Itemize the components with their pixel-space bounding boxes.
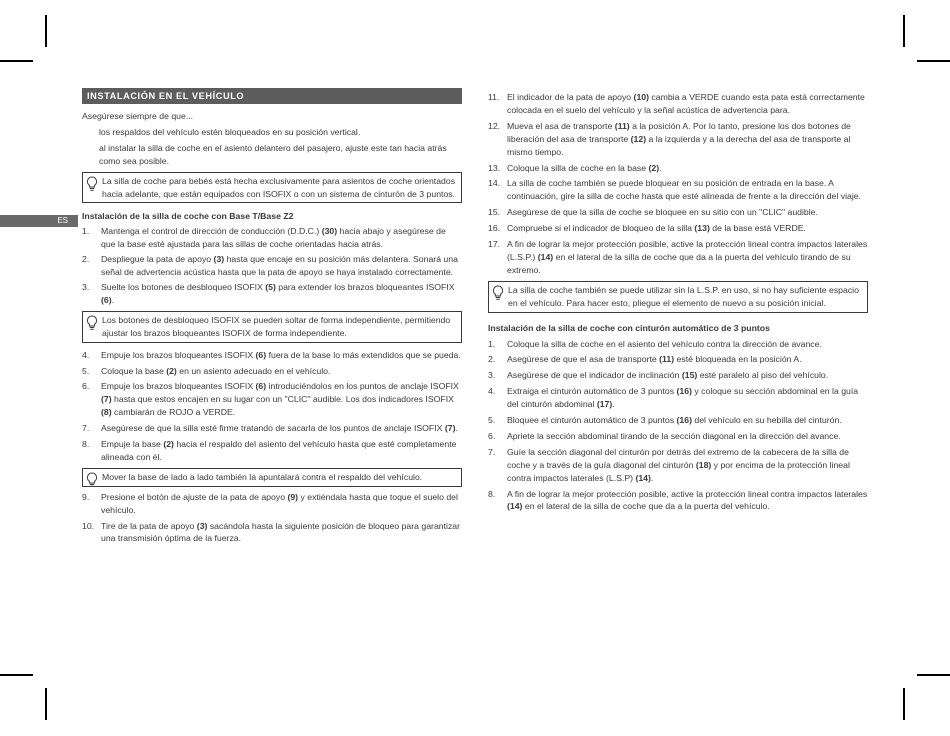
step-text: Suelte los botones de desbloqueo ISOFIX (5) para extender los brazos bloqueantes ISOFIX (6). — [101, 281, 455, 305]
step-item — [488, 177, 868, 203]
crop-mark — [0, 60, 33, 62]
crop-mark — [45, 15, 47, 47]
crop-mark — [0, 674, 33, 676]
note-text: Los botones de desbloqueo ISOFIX se pueden soltar de forma independiente, permitiendo ajustar los brazos bloqueantes ISOFIX de forma independiente. — [102, 314, 451, 338]
step-text: Asegúrese de que el asa de transporte (11) esté bloqueada en la posición A. — [507, 354, 802, 365]
step-number: 17. — [488, 239, 501, 250]
step-item — [488, 385, 868, 411]
step-number: 12. — [488, 120, 501, 131]
step-item — [82, 225, 462, 251]
step-text: Coloque la base (2) en un asiento adecuado en el vehículo. — [101, 365, 331, 376]
left-column — [82, 88, 462, 545]
step-text: A fin de lograr la mejor protección posible, active la protección lineal contra impactos laterales (L.S.P.) (14) en el lateral de la silla de coche que da a la puerta del vehículo tirando de su extremo. — [507, 239, 868, 275]
step-number: 1. — [82, 226, 90, 237]
step-number: 14. — [488, 178, 501, 189]
step-text: Mueva el asa de transporte (11) a la posición A. Por lo tanto, presione los dos botones de liberación del asa de transporte (12) a la izquierda y a la derecha del asa de transporte al mismo tiempo. — [507, 120, 851, 157]
step-text: Compruebe si el indicador de bloqueo de la silla (13) de la base está VERDE. — [507, 223, 806, 234]
crop-mark — [917, 674, 950, 676]
step-number: 2. — [488, 354, 496, 365]
step-item — [82, 422, 462, 435]
steps-list — [82, 225, 462, 306]
step-item — [82, 281, 462, 307]
bullet-item: al instalar la silla de coche en el asiento delantero del pasajero, ajuste este tan hacia atrás como sea posible. — [99, 142, 447, 166]
step-text: Asegúrese de que la silla esté firme tratando de sacarla de los puntos de anclaje ISOFIX (7). — [101, 423, 458, 434]
steps-list — [82, 349, 462, 464]
step-number: 1. — [488, 338, 496, 349]
note-box — [82, 172, 462, 204]
step-item — [82, 438, 462, 464]
lightbulb-icon — [86, 315, 98, 331]
step-number: 6. — [488, 430, 496, 441]
step-item — [488, 446, 868, 485]
step-item — [82, 365, 462, 378]
step-number: 15. — [488, 207, 501, 218]
crop-mark — [903, 15, 905, 47]
step-item — [488, 488, 868, 514]
step-item — [488, 353, 868, 366]
step-item — [82, 253, 462, 279]
section-title: INSTALACIÓN EN EL VEHÍCULO — [82, 88, 462, 104]
step-item — [82, 520, 462, 546]
step-text: Asegúrese de que la silla de coche se bloquee en su sitio con un "CLIC" audible. — [507, 207, 818, 218]
step-text: Coloque la silla de coche en la base (2). — [507, 162, 662, 173]
step-text: El indicador de la pata de apoyo (10) cambia a VERDE cuando esta pata está correctamente colocada en el suelo del vehículo y la señal acústica de advertencia para. — [507, 92, 865, 115]
step-item — [82, 349, 462, 362]
steps-list — [488, 338, 868, 514]
step-number: 9. — [82, 491, 90, 502]
steps-list — [82, 491, 462, 546]
step-number: 4. — [488, 386, 496, 397]
step-text: Despliegue la pata de apoyo (3) hasta que encaje en su posición más delantera. Sonará una señal de advertencia acústica hasta que la pata de apoyo se haya instalado correctamente. — [101, 254, 458, 278]
note-box — [82, 311, 462, 343]
lightbulb-icon — [86, 176, 98, 192]
steps-list — [488, 91, 868, 277]
step-item — [82, 491, 462, 517]
bullet-item: los respaldos del vehículo estén bloqueados en su posición vertical. — [99, 126, 361, 137]
step-number: 7. — [82, 423, 90, 434]
step-item — [488, 338, 868, 351]
lightbulb-icon — [86, 472, 98, 488]
step-item — [488, 238, 868, 277]
step-number: 8. — [488, 488, 496, 499]
step-text: Apriete la sección abdominal tirando de la sección diagonal en la dirección del avance. — [507, 430, 841, 441]
step-number: 11. — [488, 92, 500, 102]
note-text: Mover la base de lado a lado también la apuntalará contra el respaldo del vehículo. — [102, 471, 423, 482]
step-text: Tire de la pata de apoyo (3) sacándola hasta la siguiente posición de bloqueo para garantizar una transmisión óptima de la fuerza. — [101, 520, 461, 544]
step-number: 3. — [82, 281, 90, 292]
step-item — [488, 369, 868, 382]
step-text: Coloque la silla de coche en el asiento del vehículo contra la dirección de avance. — [507, 338, 822, 349]
subheading: Instalación de la silla de coche con cinturón automático de 3 puntos — [488, 322, 770, 333]
crop-mark — [45, 688, 47, 720]
step-text: La silla de coche también se puede bloquear en su posición de entrada en la base. A continuación, gire la silla de coche hasta que esté alineada de frente a la dirección del viaje. — [507, 178, 862, 202]
note-text: La silla de coche para bebés está hecha exclusivamente para asientos de coche orientados hacia adelante, que están equipados con ISOFIX o con un sistema de cinturón de 3 puntos. — [102, 175, 456, 199]
step-number: 3. — [488, 370, 496, 381]
step-item — [488, 414, 868, 427]
note-box — [488, 281, 868, 313]
step-text: Presione el botón de ajuste de la pata de apoyo (9) y extiéndala hasta que toque el suelo del vehículo. — [101, 491, 458, 515]
note-box — [82, 468, 462, 487]
intro-text: Asegúrese siempre de que... — [82, 111, 194, 121]
crop-mark — [903, 688, 905, 720]
step-number: 16. — [488, 223, 501, 234]
step-text: Mantenga el control de dirección de conducción (D.D.C.) (30) hacia abajo y asegúrese de que la base esté ajustada para las sillas de coche orientadas hacia atrás. — [101, 226, 446, 250]
step-number: 4. — [82, 349, 90, 360]
step-number: 10. — [82, 520, 95, 531]
language-tab-label: ES — [57, 216, 68, 225]
language-tab — [0, 215, 78, 227]
step-text: Extraiga el cinturón automático de 3 puntos (16) y coloque su sección abdominal en la guía del cinturón abdominal (17). — [507, 386, 859, 410]
step-number: 5. — [488, 415, 496, 426]
step-item — [488, 222, 868, 235]
step-item — [82, 380, 462, 419]
step-item — [488, 206, 868, 219]
step-item — [488, 430, 868, 443]
step-number: 8. — [82, 439, 90, 450]
lightbulb-icon — [492, 285, 504, 301]
step-text: A fin de lograr la mejor protección posible, active la protección lineal contra impactos laterales (14) en el lateral de la silla de coche que da a la puerta del vehículo. — [507, 488, 868, 512]
step-number: 6. — [82, 381, 90, 392]
step-item — [488, 91, 868, 117]
step-item — [488, 120, 868, 159]
step-number: 13. — [488, 162, 501, 173]
step-number: 5. — [82, 365, 90, 376]
crop-mark — [917, 60, 950, 62]
step-text: Empuje la base (2) hacia el respaldo del asiento del vehículo hasta que esté completamente alineada con él. — [101, 439, 457, 462]
right-column — [488, 91, 868, 513]
step-text: Asegúrese de que el indicador de inclinación (15) esté paralelo al piso del vehículo. — [507, 370, 829, 381]
note-text: La silla de coche también se puede utilizar sin la L.S.P. en uso, si no hay suficiente espacio en el vehículo. Para hacer esto, pliegue el elemento de nuevo a su posición inicial. — [508, 284, 859, 308]
step-text: Guíe la sección diagonal del cinturón por detrás del extremo de la cabecera de la silla de coche y a través de la guía diagonal del cinturón (18) y por encima de la protección lineal contra impactos laterales (L.S.P) (14). — [507, 446, 850, 483]
step-text: Empuje los brazos bloqueantes ISOFIX (6) introduciéndolos en los puntos de anclaje ISOFIX (7) hasta que estos encajen en su lugar con un "CLIC" audible. Los dos indicadores ISOFIX (8) cambiarán de ROJO a VERDE. — [101, 381, 459, 418]
step-number: 7. — [488, 446, 496, 457]
step-number: 2. — [82, 254, 90, 265]
step-item — [488, 162, 868, 175]
step-text: Bloquee el cinturón automático de 3 puntos (16) del vehículo en su hebilla del cinturón. — [507, 415, 842, 426]
subheading: Instalación de la silla de coche con Base T/Base Z2 — [82, 211, 294, 222]
step-text: Empuje los brazos bloqueantes ISOFIX (6) fuera de la base lo más extendidos que se pueda. — [101, 349, 461, 360]
